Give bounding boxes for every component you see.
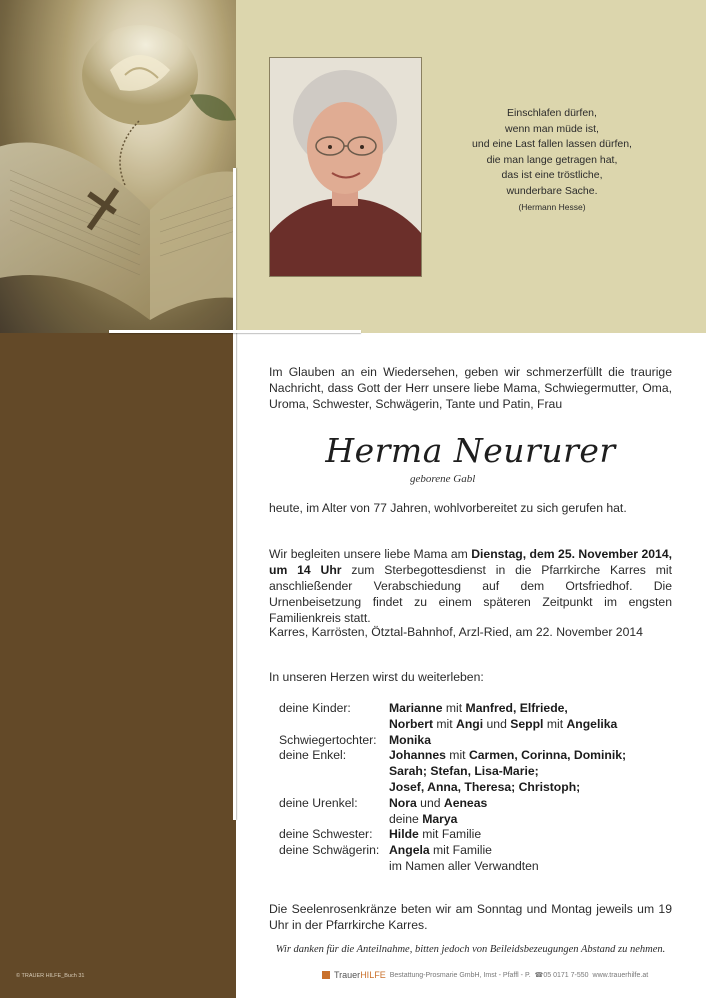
family-row [279,859,626,875]
quote-line: wunderbare Sache. [506,184,598,197]
quote-line: und eine Last fallen lassen dürfen, [472,138,632,150]
service-paragraph [269,546,672,626]
family-row [279,796,626,812]
family-row [279,827,626,843]
portrait-photo [269,57,422,277]
family-names: Josef, Anna, Theresa; Christoph; [389,779,581,794]
hearts-line: In unseren Herzen wirst du weiterleben: [269,670,484,684]
thanks-line: Wir danken für die Anteilnahme, bitten jedoch von Beileidsbezeugungen Abstand zu nehmen. [275,944,666,955]
family-row [279,764,626,780]
places-date: Karres, Karrösten, Ötztal-Bahnhof, Arzl-Ried, am 22. November 2014 [269,625,643,639]
quote-line: das ist eine tröstliche, [501,169,603,181]
family-names: Nora und Aeneas [389,795,488,810]
family-names: Hilde mit Familie [389,827,482,842]
intro-paragraph: Im Glauben an ein Wiedersehen, geben wir schmerzerfüllt die traurige Nachricht, dass Gott der Herr unsere liebe Mama, Schwiegermutter, Oma, Uroma, Schwester, Schwägerin, Tante und Patin, Frau [269,365,672,411]
hesse-quote [440,106,664,216]
left-brown-panel [0,333,236,998]
quote-line: Einschlafen dürfen, [507,107,597,119]
family-names: deine Marya [389,811,458,826]
family-row [279,748,626,764]
footer [322,970,648,980]
family-list [279,701,626,875]
family-label: deine Schwester: [279,827,373,842]
maiden-name: geborene Gabl [410,473,476,485]
family-names: Monika [389,732,431,747]
family-row [279,701,626,717]
family-names: Marianne mit Manfred, Elfriede, [389,701,568,715]
family-names: Angela mit Familie [389,843,492,858]
logo-square-icon [322,971,330,979]
cross-vertical-beam [233,168,236,820]
family-names: im Namen aller Verwandten [389,858,539,873]
family-label: deine Schwägerin: [279,843,380,858]
family-row [279,717,626,733]
family-label: Schwiegertochter: [279,732,377,747]
family-row [279,780,626,796]
bible-rose-image [0,0,236,333]
family-label: deine Urenkel: [279,795,358,810]
deceased-name: Herma Neururer [325,431,616,470]
credit-note: © TRAUER HILFE_Buch 31 [16,973,85,979]
portrait-image [270,58,421,276]
family-names: Norbert mit Angi und Seppl mit Angelika [389,716,618,731]
quote-line: wenn man müde ist, [505,122,599,135]
service-date: Dienstag, dem 25. November 2014, um 14 Uhr [269,547,672,577]
rosary-paragraph: Die Seelenrosenkränze beten wir am Sonntag und Montag jeweils um 19 Uhr in der Pfarrkirche Karres. [269,902,672,932]
quote-author: (Hermann Hesse) [518,202,586,212]
service-text: zum Sterbegottesdienst in die Pfarrkirche Karres mit anschließender Verabschiedung auf dem Ortsfriedhof. Die Urnenbeisetzung findet zu einem späteren Zeitpunkt im engsten Familienkreis statt. [269,563,672,625]
family-row [279,812,626,828]
family-label: deine Kinder: [279,701,351,715]
age-line: heute, im Alter von 77 Jahren, wohlvorbereitet zu sich gerufen hat. [269,501,627,515]
service-text: Wir begleiten unsere liebe Mama am [269,547,472,561]
logo-text: TrauerHILFE [334,970,386,980]
footer-web[interactable]: www.trauerhilfe.at [592,971,649,979]
bible-rose-photo [0,0,236,333]
family-row [279,843,626,859]
cross-horizontal-beam [109,330,361,333]
family-row [279,733,626,749]
footer-phone: ☎05 0171 7-550 [534,972,589,979]
family-label: deine Enkel: [279,748,347,763]
family-names: Johannes mit Carmen, Corinna, Dominik; [389,748,627,763]
footer-company: Bestattung-Prosmarie GmbH, Imst - Pfaffl - P. [389,971,531,979]
family-names: Sarah; Stefan, Lisa-Marie; [389,764,539,779]
quote-line: die man lange getragen hat, [486,153,618,166]
